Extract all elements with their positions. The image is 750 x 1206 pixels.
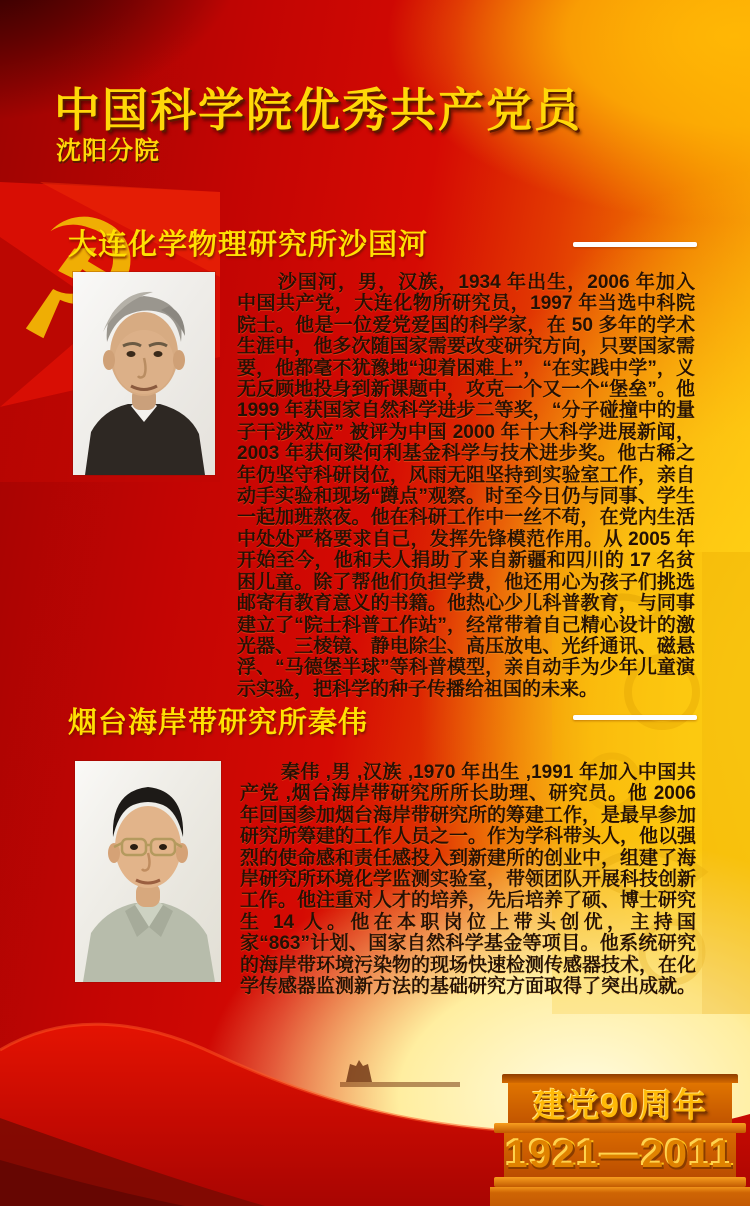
anniversary-title: 建党90周年 [532,1086,708,1124]
anniversary-monument [490,1074,750,1206]
section-header-yantai: 烟台海岸带研究所秦伟 [68,707,369,739]
header-divider-line-1 [573,242,697,247]
portrait-photo-qin-wei [75,761,221,982]
monument-years-band [504,1133,736,1177]
monument-base [490,1187,750,1206]
header-divider-line-2 [573,715,697,720]
anniversary-years: 1921—2011 [505,1133,735,1176]
bio-text-qin-wei: 秦伟 ,男 ,汉族 ,1970 年出生 ,1991 年加入中国共产党 ,烟台海岸带研究所所长助理、研究员。他 2006 年回国参加烟台海岸带研究所的筹建工作，是最早参加研究所筹建的工作人员之一。作为学科带头人，他以强烈的使命感和责任感投入到新建所的创业中，组建了海岸研究所环境化学监测实验室，带领团队开展科技创新工作。他注重对人才的培养，先后培养了硕、博士研究生 14 人。他在本职岗位上带头创优，主持国家“863”计划、国家自然科学基金等项目。他系统研究的海岸带环境污染物的现场快速检测传感器技术，在化学传感器监测新方法的基础研究方面取得了突出成就。 [240,762,697,998]
branch-subtitle: 沈阳分院 [56,137,161,165]
page-title: 中国科学院优秀共产党员 [54,84,582,136]
monument-ledge-2 [494,1177,746,1187]
portrait-photo-sha-guohe [73,272,215,475]
monument-ledge [494,1123,746,1133]
bio-text-sha-guohe: 沙国河，男，汉族，1934 年出生，2006 年加入中国共产党，大连化物所研究员，1997 年当选中科院院士。他是一位爱党爱国的科学家，在 50 多年的学术生涯中，他多次随国家需要改变研究方向，只要国家需要，他都毫不犹豫地“迎着困难上”，“在实践中学”，义无反顾地投身到新课题中，攻克一个又一个“堡垒”。他 1999 年获国家自然科学进步二等奖，“分子碰撞中的量子干涉效应” 被评为中国 2000 年十大科学进展新闻，2003 年获何梁何利基金科学与技术进步奖。他古稀之年仍坚守科研岗位，风雨无阻坚持到实验室工作，亲自动手实验和现场“蹲点”观察。时至今日仍与同事、学生一起加班熬夜。他在科研工作中一丝不苟，在党内生活中处处严格要求自己，发挥先锋模范作用。从 2005 年开始至今，他和夫人捐助了来自新疆和四川的 17 名贫困儿童。除了帮他们负担学费，他还用心为孩子们挑选邮寄有教育意义的书籍。他热心少儿科普教育，与同事建立了“院士科普工作站”，经常带着自己精心设计的激光器、三棱镜、静电除尘、高压放电、光纤通讯、磁悬浮、“马德堡半球”等科普模型，亲自动手为少年儿童演示实验，把科学的种子传播给祖国的未来。 [237,272,695,700]
section-header-dalian: 大连化学物理研究所沙国河 [68,229,429,261]
monument-title-band [508,1083,732,1123]
